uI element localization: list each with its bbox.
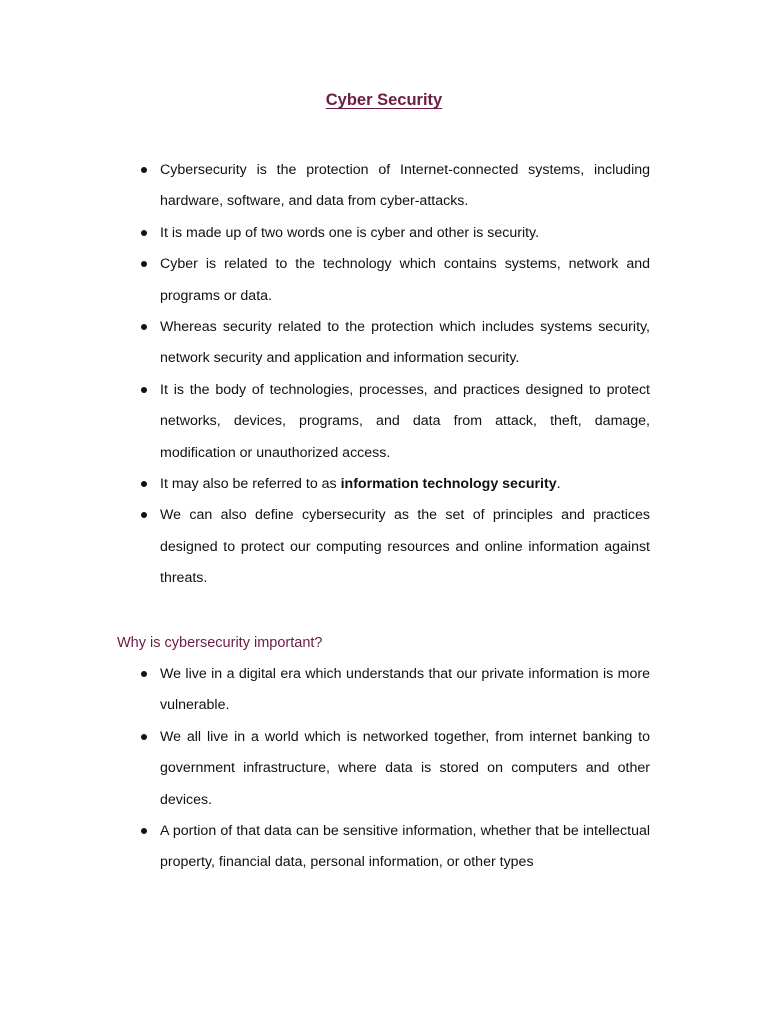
bullet-text: It is made up of two words one is cyber and other is security. — [160, 224, 540, 241]
list-item — [160, 249, 650, 312]
bullet-list-definition — [0, 155, 768, 595]
bullet-icon — [141, 167, 147, 173]
section-heading: Why is cybersecurity important? — [117, 635, 323, 651]
bullet-icon — [141, 387, 147, 393]
bullet-icon — [141, 671, 147, 677]
list-item — [160, 722, 650, 816]
bullet-text-prefix: It may also be referred to as — [160, 476, 341, 493]
bullet-text: Cyber is related to the technology which contains systems, network and programs or data. — [160, 256, 650, 304]
bullet-text-suffix: . — [556, 476, 561, 493]
bullet-text: It is the body of technologies, processes, and practices designed to protect networks, devices, programs, and data from attack, theft, damage, modification or unauthorized access. — [160, 381, 650, 461]
bullet-icon — [141, 261, 147, 267]
bullet-icon — [141, 512, 147, 518]
bullet-text: We can also define cybersecurity as the set of principles and practices designed to protect our computing resources and online information against threats. — [160, 507, 650, 587]
bullet-icon — [141, 828, 147, 834]
bullet-text: Cybersecurity is the protection of Internet-connected systems, including hardware, software, and data from cyber-attacks. — [160, 162, 650, 210]
list-item — [160, 500, 650, 594]
list-item — [160, 375, 650, 469]
bullet-text: A portion of that data can be sensitive information, whether that be intellectual property, financial data, personal information, or other types — [160, 823, 650, 871]
bullet-list-importance — [0, 659, 768, 879]
list-item — [160, 469, 650, 500]
bullet-text: We live in a digital era which understands that our private information is more vulnerable. — [160, 666, 650, 714]
bold-term: information technology security — [340, 476, 557, 493]
bullet-icon — [141, 324, 147, 330]
document-title: Cyber Security — [325, 91, 443, 109]
list-item — [160, 218, 650, 249]
list-item — [160, 816, 650, 879]
bullet-icon — [141, 481, 147, 487]
list-item — [160, 659, 650, 722]
bullet-text: We all live in a world which is networked together, from internet banking to government infrastructure, where data is stored on computers and other devices. — [160, 728, 650, 808]
list-item — [160, 312, 650, 375]
bullet-icon — [141, 734, 147, 740]
bullet-icon — [141, 230, 147, 236]
list-item — [160, 155, 650, 218]
bullet-text: Whereas security related to the protection which includes systems security, network security and application and information security. — [160, 319, 650, 367]
